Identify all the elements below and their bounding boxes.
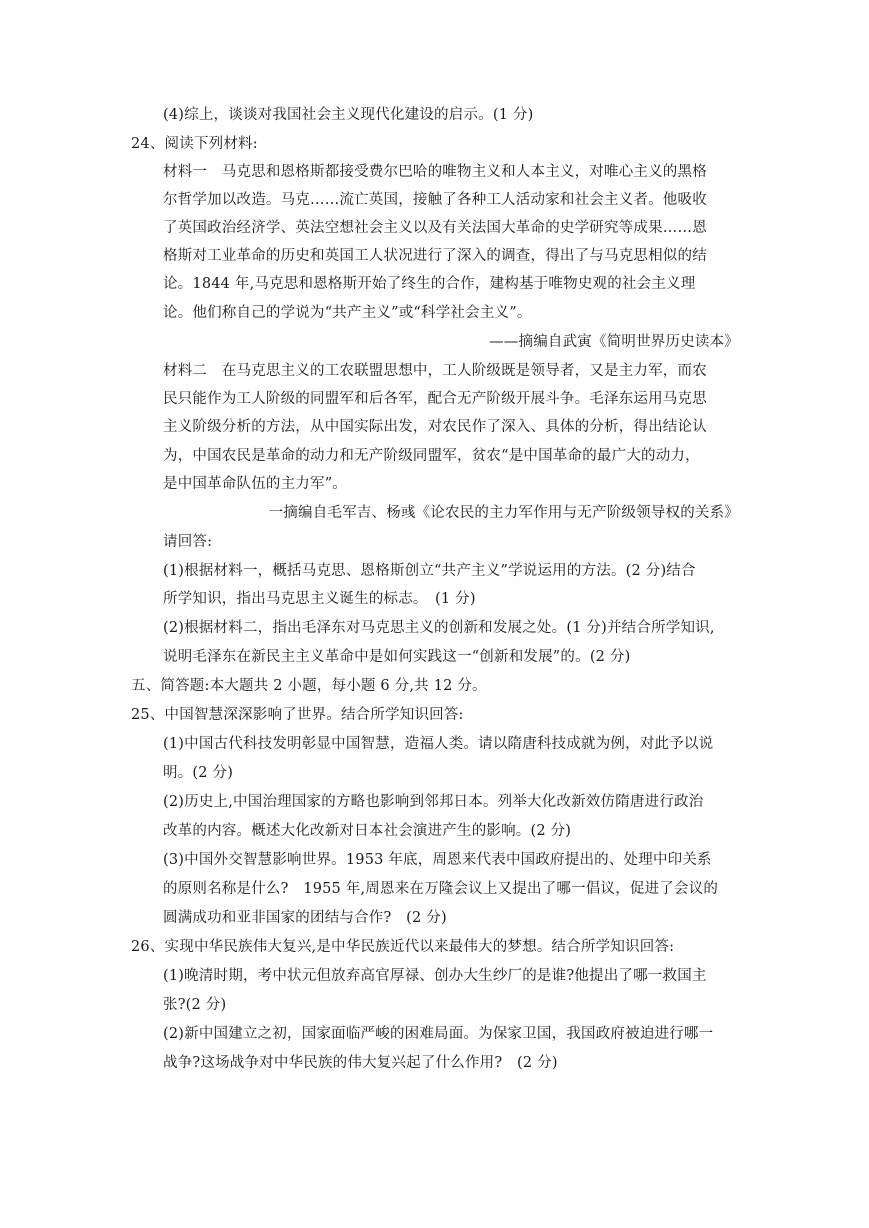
question-24-part-2-line-1: (2)根据材料二，指出毛泽东对马克思主义的创新和发展之处。(1 分)并结合所学知识, bbox=[163, 620, 715, 636]
material-1-source: ——摘编自武寅《简明世界历史读本》 bbox=[489, 334, 739, 350]
question-24-part-1-line-1: (1)根据材料一，概括马克思、恩格斯创立“共产主义”学说运用的方法。(2 分)结合 bbox=[163, 563, 696, 579]
question-24-part-1-line-2: 所学知识，指出马克思主义诞生的标志。 (1 分) bbox=[163, 591, 476, 607]
material-1-line-4: 格斯对工业革命的历史和英国工人状况进行了深入的调查，得出了与马克思相似的结 bbox=[163, 248, 707, 264]
material-1-line-2: 尔哲学加以改造。马克……流亡英国，接触了各种工人活动家和社会主义者。他吸收 bbox=[163, 192, 707, 208]
material-2-line-2: 民只能作为工人阶级的同盟军和后各军，配合无产阶级开展斗争。毛泽东运用马克思 bbox=[163, 391, 707, 407]
question-25-part-2-line-1: (2)历史上,中国治理国家的方略也影响到邻邦日本。列举大化改新效仿隋唐进行政治 bbox=[163, 794, 704, 810]
section-5-heading: 五、简答题:本大题共 2 小题，每小题 6 分,共 12 分。 bbox=[131, 678, 487, 694]
question-26-part-1-line-1: (1)晚清时期，考中状元但放弃高官厚禄、创办大生纱厂的是谁?他提出了哪一救国主 bbox=[163, 968, 707, 984]
question-26-part-2-line-2: 战争?这场战争对中华民族的伟大复兴起了什么作用? (2 分) bbox=[163, 1055, 558, 1071]
question-26-part-1-line-2: 张?(2 分) bbox=[163, 997, 227, 1013]
material-1-line-6: 论。他们称自己的学说为“共产主义”或“科学社会主义”。 bbox=[163, 305, 532, 321]
question-25-part-3-line-3: 圆满成功和亚非国家的团结与合作? (2 分) bbox=[163, 910, 447, 926]
question-24-part-2-line-2: 说明毛泽东在新民主主义革命中是如何实践这一“创新和发展”的。(2 分) bbox=[163, 649, 631, 665]
material-1-line-1: 材料一 马克思和恩格斯都接受费尔巴哈的唯物主义和人本主义，对唯心主义的黑格 bbox=[163, 164, 707, 180]
question-25-part-3-line-1: (3)中国外交智慧影响世界。1953 年底，周恩来代表中国政府提出的、处理中印关系 bbox=[163, 852, 712, 868]
material-2-line-5: 是中国革命队伍的主力军”。 bbox=[163, 476, 348, 492]
question-23-part-4: (4)综上，谈谈对我国社会主义现代化建设的启示。(1 分) bbox=[163, 107, 534, 123]
question-25-part-3-line-2: 的原则名称是什么? 1955 年,周恩来在万隆会议上又提出了哪一倡议，促进了会议的 bbox=[163, 881, 719, 897]
question-25-part-2-line-2: 改革的内容。概述大化改新对日本社会演进产生的影响。(2 分) bbox=[163, 823, 572, 839]
answer-prompt: 请回答: bbox=[163, 534, 213, 550]
material-1-line-3: 了英国政治经济学、英法空想社会主义以及有关法国大革命的史学研究等成果……恩 bbox=[163, 220, 707, 236]
material-1-line-5: 论。1844 年,马克思和恩格斯开始了终生的合作，建构基于唯物史观的社会主义理 bbox=[163, 276, 696, 292]
question-25-part-1-line-2: 明。(2 分) bbox=[163, 765, 234, 781]
question-26-part-2-line-1: (2)新中国建立之初，国家面临严峻的困难局面。为保家卫国，我国政府被迫进行哪一 bbox=[163, 1026, 714, 1042]
question-24-heading: 24、阅读下列材料: bbox=[131, 136, 258, 152]
material-2-source: 一摘编自毛军吉、杨彧《论农民的主力军作用与无产阶级领导权的关系》 bbox=[268, 505, 739, 521]
material-2-line-3: 主义阶级分析的方法，从中国实际出发，对农民作了深入、具体的分析，得出结论认 bbox=[163, 419, 707, 435]
material-2-line-1: 材料二 在马克思主义的工农联盟思想中，工人阶级既是领导者，又是主力军，而农 bbox=[163, 363, 707, 379]
material-2-line-4: 为，中国农民是革命的动力和无产阶级同盟军，贫农“是中国革命的最广大的动力， bbox=[163, 448, 700, 464]
question-26-heading: 26、实现中华民族伟大复兴,是中华民族近代以来最伟大的梦想。结合所学知识回答: bbox=[131, 939, 675, 955]
question-25-heading: 25、中国智慧深深影响了世界。结合所学知识回答: bbox=[131, 707, 464, 723]
question-25-part-1-line-1: (1)中国古代科技发明彰显中国智慧，造福人类。请以隋唐科技成就为例，对此予以说 bbox=[163, 736, 714, 752]
